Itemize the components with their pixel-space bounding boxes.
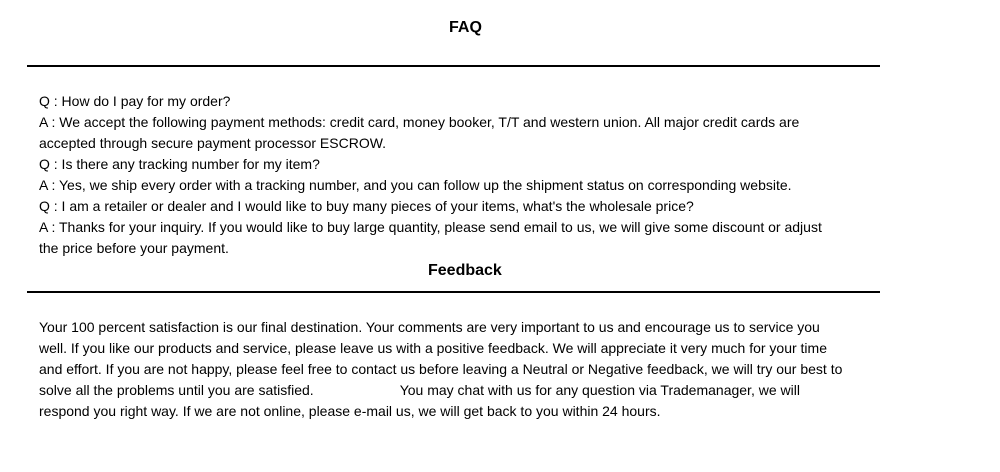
feedback-heading: Feedback	[428, 262, 502, 279]
feedback-line: respond you right way. If we are not online, please e-mail us, we will get back to you within 24 hours.	[39, 403, 661, 419]
faq-answer-payment: A : We accept the following payment methods: credit card, money booker, T/T and western union. All major credit cards are	[39, 114, 800, 130]
feedback-line: well. If you like our products and service, please leave us with a positive feedback. We will appreciate it very much for your time	[39, 340, 827, 356]
feedback-line: Your 100 percent satisfaction is our final destination. Your comments are very important to us and encourage us to service you	[39, 319, 820, 335]
feedback-divider	[27, 291, 880, 293]
feedback-line	[39, 380, 919, 401]
feedback-line-part: You may chat with us for any question via Trademanager, we will	[399, 382, 800, 398]
faq-section	[39, 91, 909, 259]
feedback-line-part: solve all the problems until you are satisfied.	[39, 382, 314, 398]
faq-answer-wholesale-cont: the price before your payment.	[39, 240, 229, 256]
faq-divider	[27, 65, 880, 67]
faq-answer-tracking: A : Yes, we ship every order with a tracking number, and you can follow up the shipment status on corresponding website.	[39, 177, 792, 193]
faq-question-tracking: Q : Is there any tracking number for my item?	[39, 156, 320, 172]
faq-answer-wholesale: A : Thanks for your inquiry. If you would like to buy large quantity, please send email to us, we will give some discount or adjust	[39, 219, 822, 235]
faq-heading: FAQ	[449, 19, 482, 36]
faq-question-wholesale: Q : I am a retailer or dealer and I would like to buy many pieces of your items, what's the wholesale price?	[39, 198, 694, 214]
faq-answer-payment-cont: accepted through secure payment processor ESCROW.	[39, 135, 387, 151]
feedback-line: and effort. If you are not happy, please feel free to contact us before leaving a Neutral or Negative feedback, we will try our best to	[39, 361, 843, 377]
faq-question-payment: Q : How do I pay for my order?	[39, 93, 231, 109]
feedback-section	[39, 317, 919, 422]
